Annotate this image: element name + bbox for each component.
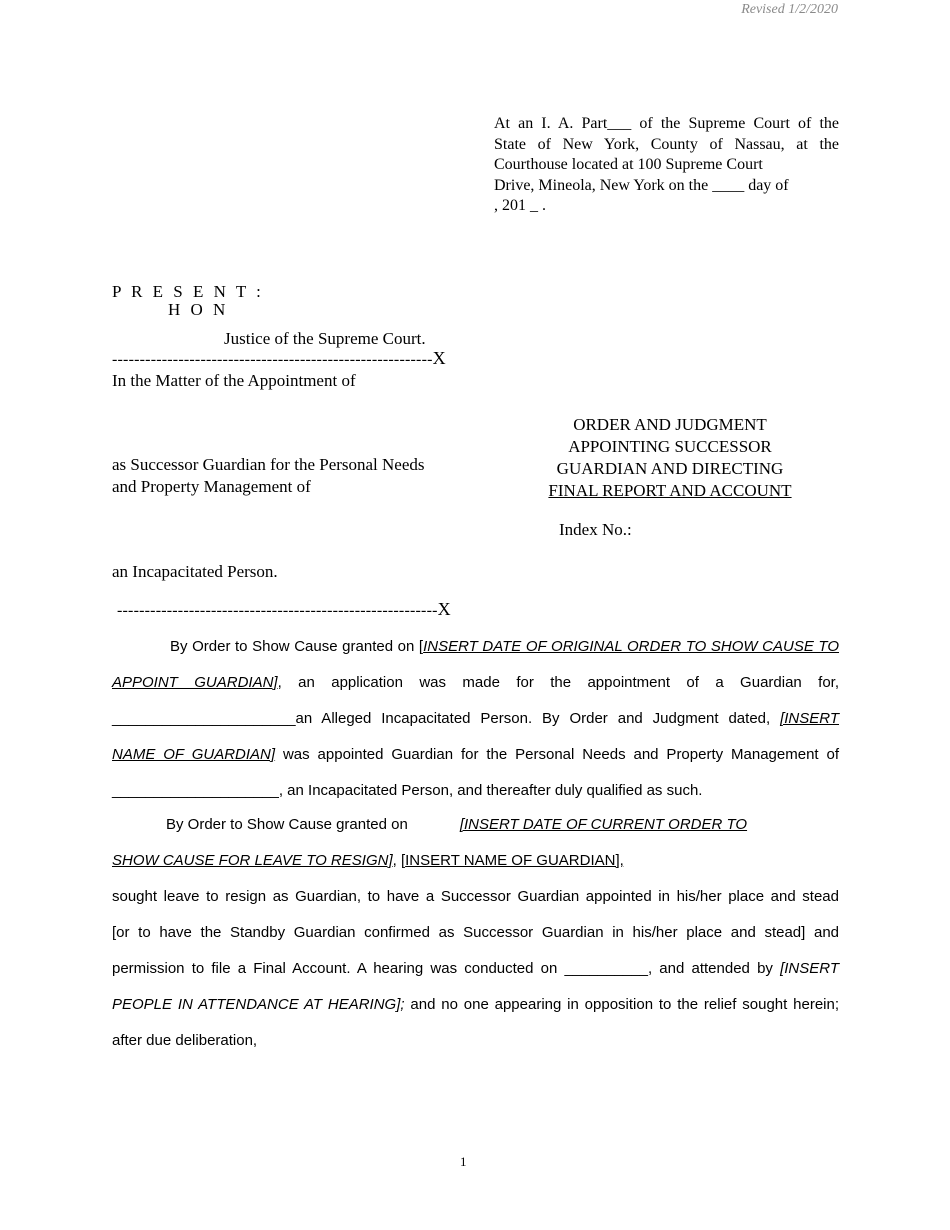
paragraph-line [112, 987, 839, 1023]
text-run: By Order to Show Cause granted on [166, 816, 408, 833]
placeholder-text: NAME OF GUARDIAN] [112, 746, 276, 763]
paragraph-line: after due deliberation, [112, 1032, 258, 1049]
placeholder-text: INSERT DATE OF ORIGINAL ORDER TO SHOW CAUSE TO [423, 638, 839, 655]
matter-line: In the Matter of the Appointment of [112, 371, 356, 390]
paragraph-line: ____________________, an Incapacitated Person, and thereafter duly qualified as such. [112, 782, 703, 799]
paragraph-line [112, 629, 839, 665]
divider-dashes: ---------------------------------------------------------- [112, 351, 433, 368]
placeholder-text: [INSERT [780, 710, 839, 727]
justice-title: Justice of the Supreme Court. [224, 329, 426, 348]
court-line: Drive, Mineola, New York on the ____ day of [494, 176, 789, 194]
present-label: P R E S E N T : [112, 282, 264, 301]
paragraph-line: [or to have the Standby Guardian confirmed as Successor Guardian in his/her place and stead] and [112, 924, 839, 941]
caption-divider-top [112, 348, 446, 369]
paragraph-resignation [112, 807, 839, 1059]
caption-divider-bottom [117, 599, 451, 620]
text-run: permission to file a Final Account. A hearing was conducted on __________, and attended by [112, 960, 781, 977]
text-run: was appointed Guardian for the Personal Needs and Property Management of [275, 746, 839, 763]
title-line: GUARDIAN AND DIRECTING [556, 459, 784, 478]
revision-date: Revised 1/2/2020 [741, 2, 838, 17]
placeholder-text: INSERT NAME OF GUARDIAN], [405, 852, 624, 869]
hon-label: H O N [168, 300, 229, 319]
court-part-block [494, 114, 839, 217]
title-line: ORDER AND JUDGMENT [573, 415, 767, 434]
court-line: At an I. A. Part___ of the Supreme Court of the [494, 115, 839, 132]
court-line: State of New York, County of Nassau, at the [494, 135, 839, 153]
court-line: Courthouse located at 100 Supreme Court [494, 156, 763, 173]
paragraph-line [112, 737, 839, 773]
paragraph-line: sought leave to resign as Guardian, to have a Successor Guardian appointed in his/her place and stead [112, 888, 839, 905]
placeholder-text: [INSERT [780, 960, 839, 977]
paragraph-line [112, 701, 839, 737]
guardian-line: and Property Management of [112, 477, 311, 496]
text-run: , [ [392, 852, 406, 869]
paragraph-line [112, 843, 839, 879]
guardian-line: as Successor Guardian for the Personal Needs [112, 455, 425, 474]
divider-x: X [437, 599, 451, 619]
placeholder-text: SHOW CAUSE FOR LEAVE TO RESIGN] [112, 852, 393, 869]
text-run: , an application was made for the appointment of a Guardian for, [277, 674, 840, 691]
text-run: and no one appearing in opposition to the relief sought herein; [404, 996, 839, 1013]
placeholder-text: PEOPLE IN ATTENDANCE AT HEARING]; [112, 996, 405, 1013]
index-number-label: Index No.: [559, 520, 632, 539]
paragraph-line [112, 951, 839, 987]
paragraph-line [112, 665, 839, 701]
paragraph-line [112, 807, 839, 843]
incapacitated-person-line: an Incapacitated Person. [112, 562, 278, 581]
document-title [520, 414, 820, 502]
paragraph-original-order [112, 629, 839, 809]
placeholder-text: [INSERT DATE OF CURRENT ORDER TO [459, 816, 748, 833]
divider-x: X [432, 348, 446, 368]
text-run: ______________________an Alleged Incapacitated Person. By Order and Judgment dated, [112, 710, 781, 727]
divider-dashes: ---------------------------------------------------------- [117, 602, 438, 619]
title-line: FINAL REPORT AND ACCOUNT [548, 481, 792, 500]
court-line: , 201 _ . [494, 197, 546, 214]
page-number: 1 [460, 1154, 467, 1169]
title-line: APPOINTING SUCCESSOR [568, 437, 772, 456]
text-run: By Order to Show Cause granted on [ [170, 638, 424, 655]
placeholder-text: APPOINT GUARDIAN] [112, 674, 278, 691]
